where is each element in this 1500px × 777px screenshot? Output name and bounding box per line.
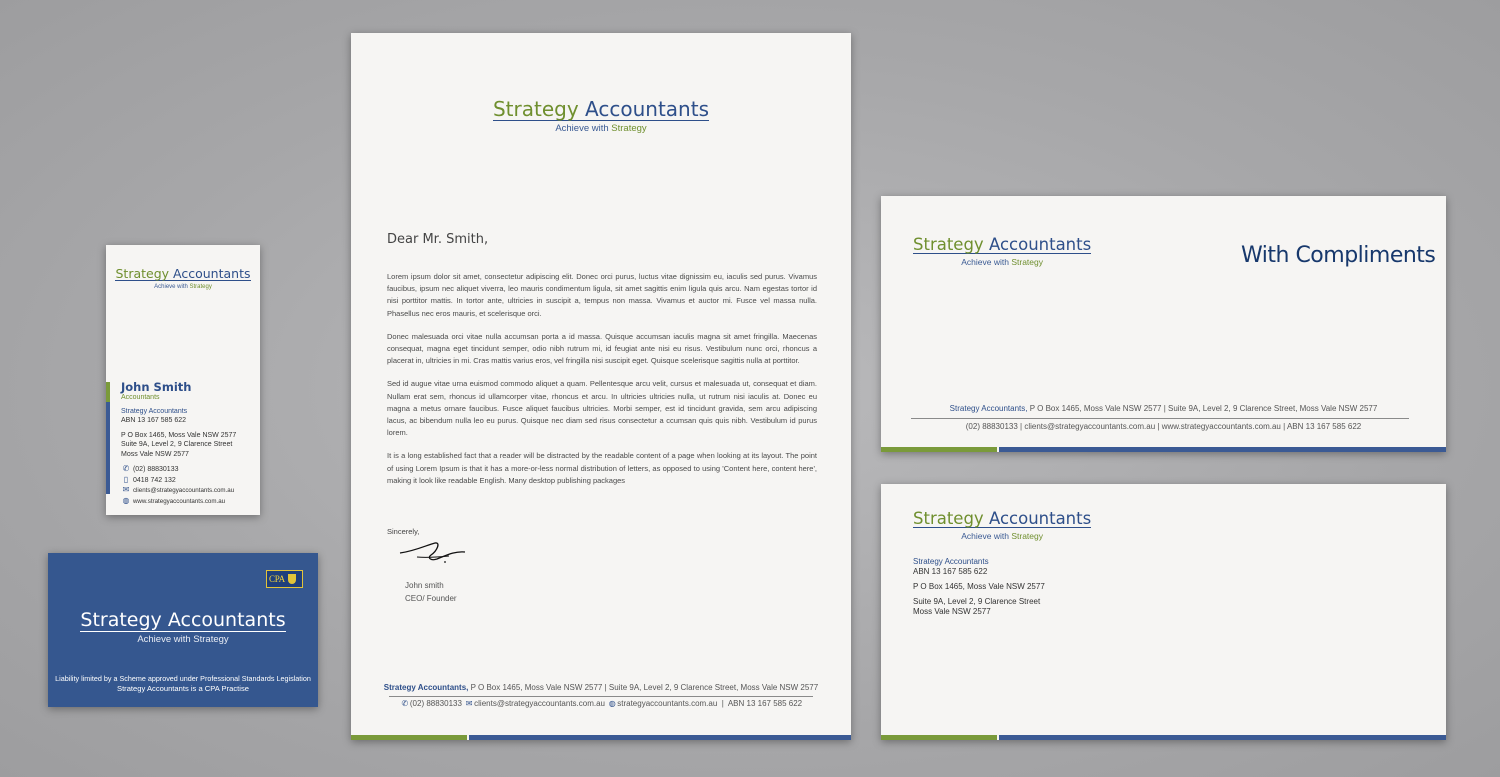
footer-abn: ABN 13 167 585 622: [727, 699, 803, 708]
phone-icon: ✆: [122, 464, 130, 473]
footer-firm: Strategy Accountants,: [383, 683, 469, 692]
cpa-badge-text: CPA: [269, 574, 285, 584]
card-email: clients@strategyaccountants.com.au: [132, 487, 235, 494]
tagline-part2: Strategy: [1011, 257, 1043, 267]
logo-word-accountants: Accountants: [988, 235, 1092, 254]
card-back-tagline: Achieve with Strategy: [137, 633, 229, 645]
compliments-slip: [881, 196, 1446, 452]
card-name: John Smith: [121, 380, 192, 394]
tagline-part2: Strategy: [189, 284, 212, 290]
letterhead: [351, 33, 851, 740]
letter-salutation: Dear Mr. Smith,: [387, 232, 489, 247]
card-address-line2: Suite 9A, Level 2, 9 Clarence Street: [121, 441, 233, 448]
business-card-front: [106, 245, 260, 515]
card-back-legal: [48, 674, 318, 694]
card-mobile-row: [121, 475, 236, 486]
logo-tagline: [351, 123, 851, 134]
with-compliments-heading: With Compliments: [1241, 243, 1436, 268]
letter-paragraph: Lorem ipsum dolor sit amet, consectetur adipiscing elit. Donec orci purus, luctus vitae dignissim eu, iaculis sed purus. Vivamus faucibus, ipsum nec aliquet viverra, leo mauris condimentum ligula, sit amet sagittis enim ligula quis arcu. Nam egestas tortor id nisi porttitor mattis. In tortor ante, ultricies in suscipit a, tempus non massa. Vivamus et auctor mi. Fusce vel massa nulla. Phasellus nec eros mauris, et scelerisque orci.: [387, 272, 817, 318]
envelope-address-line2: Suite 9A, Level 2, 9 Clarence Street: [913, 597, 1041, 606]
footer-address: P O Box 1465, Moss Vale NSW 2577 | Suite 9A, Level 2, 9 Clarence Street, Moss Vale NSW 2577: [468, 683, 819, 692]
letter-footer-address: [351, 683, 851, 692]
logo-title: [493, 99, 709, 121]
card-web-row: [121, 496, 236, 507]
slip-footer-address: [881, 404, 1446, 413]
letter-paragraph: Sed id augue vitae urna euismod commodo aliquet a quam. Pellentesque arcu velit, cursus et malesuada ut, consequat et diam. Nullam erat sem, rhoncus id ullamcorper vitae, rhoncus et arcu. In ultricies ultricies nulla, ut rutrum nisi iaculis at. Donec eu magna a metus ornare faucibus. Fusce aliquet faucibus ultricies. Morbi semper, est id tincidunt gravida, sem arcu adipiscing lacus, ac bibendum nulla leo eu purus. Quisque nec diam sed risus consectetur a ccumsan quis quis nibh. Vestibulum id purus lorem.: [387, 379, 817, 438]
footer-firm: Strategy Accountants,: [949, 404, 1028, 413]
envelope-address-line1: P O Box 1465, Moss Vale NSW 2577: [913, 582, 1045, 591]
letter-logo: [351, 99, 851, 134]
logo-word-accountants: Accountants: [585, 97, 709, 121]
card-mobile: 0418 742 132: [132, 476, 176, 484]
slip-footer-contact: (02) 88830133 | clients@strategyaccountants.com.au | www.strategyaccountants.com.au | ABN 13 167 585 622: [965, 422, 1362, 431]
side-accent-bar-green: [106, 382, 110, 402]
logo-word-strategy: Strategy: [913, 509, 984, 528]
card-phone: (02) 88830133: [132, 466, 179, 473]
card-logo: [106, 265, 260, 290]
tagline-part2: Strategy: [1011, 531, 1043, 541]
logo-tagline: [106, 284, 260, 290]
globe-icon: ◍: [608, 699, 616, 708]
bottom-stripe: [881, 735, 1446, 740]
email-icon: ✉: [465, 699, 473, 708]
logo-word-accountants: Accountants: [173, 266, 251, 281]
bottom-stripe: [351, 735, 851, 740]
card-email-row: [121, 485, 236, 496]
letter-paragraph: Donec malesuada orci vitae nulla accumsan porta a id massa. Quisque accumsan iaculis magna sit amet fringilla. Maecenas consequat, magna eget tincidunt semper, odio nibh rutrum mi, id feugiat ante nisi eu risus. Vestibulum nunc orci, rhoncus a placerat in, ultricies in mi. Cras mattis varius eros, vel fringilla nisi suscipit eget. Quisque scelerisque sagittis nulla at porttitor.: [387, 331, 817, 366]
card-back-title-text: Strategy Accountants: [80, 609, 286, 631]
footer-email: clients@strategyaccountants.com.au: [474, 699, 606, 708]
phone-icon: ✆: [401, 699, 409, 708]
tagline-part1: Achieve with: [961, 531, 1009, 541]
signer-title: CEO/ Founder: [405, 594, 457, 603]
envelope-return-address: [913, 557, 1045, 617]
card-phone-row: [121, 464, 236, 475]
slip-logo: [913, 236, 1091, 267]
legal-line1: Liability limited by a Scheme approved under Professional Standards Legislation: [55, 674, 311, 683]
cpa-shield-icon: [288, 574, 296, 584]
card-contact-info: [121, 381, 236, 506]
letter-signer: [405, 579, 457, 605]
card-web: www.strategyaccountants.com.au: [132, 497, 226, 505]
logo-word-strategy: Strategy: [913, 235, 984, 254]
logo-title: [115, 267, 250, 281]
letter-footer-contact: ✆ (02) 88830133 ✉ clients@strategyaccountants.com.au ◍ strategyaccountants.com.au | ABN 13 167 585 622: [401, 699, 803, 708]
card-abn: ABN 13 167 585 622: [121, 417, 186, 424]
footer-web: strategyaccountants.com.au: [617, 699, 718, 708]
logo-word-strategy: Strategy: [115, 266, 170, 281]
footer-divider: [911, 418, 1409, 419]
mobile-icon: ▯: [123, 474, 129, 484]
bottom-stripe: [881, 447, 1446, 452]
letter-closing: Sincerely,: [387, 527, 420, 536]
card-role: Accountants: [121, 394, 160, 401]
envelope-logo: [913, 510, 1091, 541]
letter-body: [387, 271, 817, 498]
tagline-part1: Achieve with: [154, 284, 188, 290]
cpa-badge: [266, 570, 303, 588]
envelope-firm: Strategy Accountants: [913, 557, 989, 566]
envelope-abn: ABN 13 167 585 622: [913, 567, 988, 576]
logo-tagline: [913, 531, 1091, 541]
envelope-address-line3: Moss Vale NSW 2577: [913, 607, 991, 616]
card-address-line1: P O Box 1465, Moss Vale NSW 2577: [121, 431, 237, 439]
footer-divider: [389, 696, 813, 697]
card-back-logo: [48, 611, 318, 645]
footer-address: P O Box 1465, Moss Vale NSW 2577 | Suite 9A, Level 2, 9 Clarence Street, Moss Vale NSW 2577: [1027, 404, 1378, 413]
logo-word-strategy: Strategy: [492, 97, 579, 121]
footer-phone: (02) 88830133: [409, 699, 462, 708]
letter-paragraph: It is a long established fact that a reader will be distracted by the readable content of a page when looking at its layout. The point of using Lorem Ipsum is that it has a more-or-less normal distribution of letters, as opposed to using 'Content here, content here', making it look like readable English. Many desktop publishing packages: [387, 451, 817, 485]
globe-icon: ◍: [122, 495, 130, 505]
logo-title: [913, 510, 1091, 528]
logo-title: [913, 236, 1091, 254]
signature-image: [397, 539, 467, 572]
envelope: [881, 484, 1446, 740]
card-firm: Strategy Accountants: [121, 407, 188, 415]
tagline-part1: Achieve with: [961, 257, 1009, 267]
email-icon: ✉: [122, 485, 130, 494]
signer-name: John smith: [405, 581, 444, 590]
tagline-part2: Strategy: [611, 123, 647, 134]
logo-word-accountants: Accountants: [988, 509, 1092, 528]
card-back-title: [80, 611, 285, 632]
tagline-part1: Achieve with: [555, 123, 609, 134]
card-address-line3: Moss Vale NSW 2577: [121, 450, 189, 458]
business-card-back: [48, 553, 318, 707]
legal-line2: Strategy Accountants is a CPA Practise: [117, 684, 249, 693]
logo-tagline: [913, 257, 1091, 267]
